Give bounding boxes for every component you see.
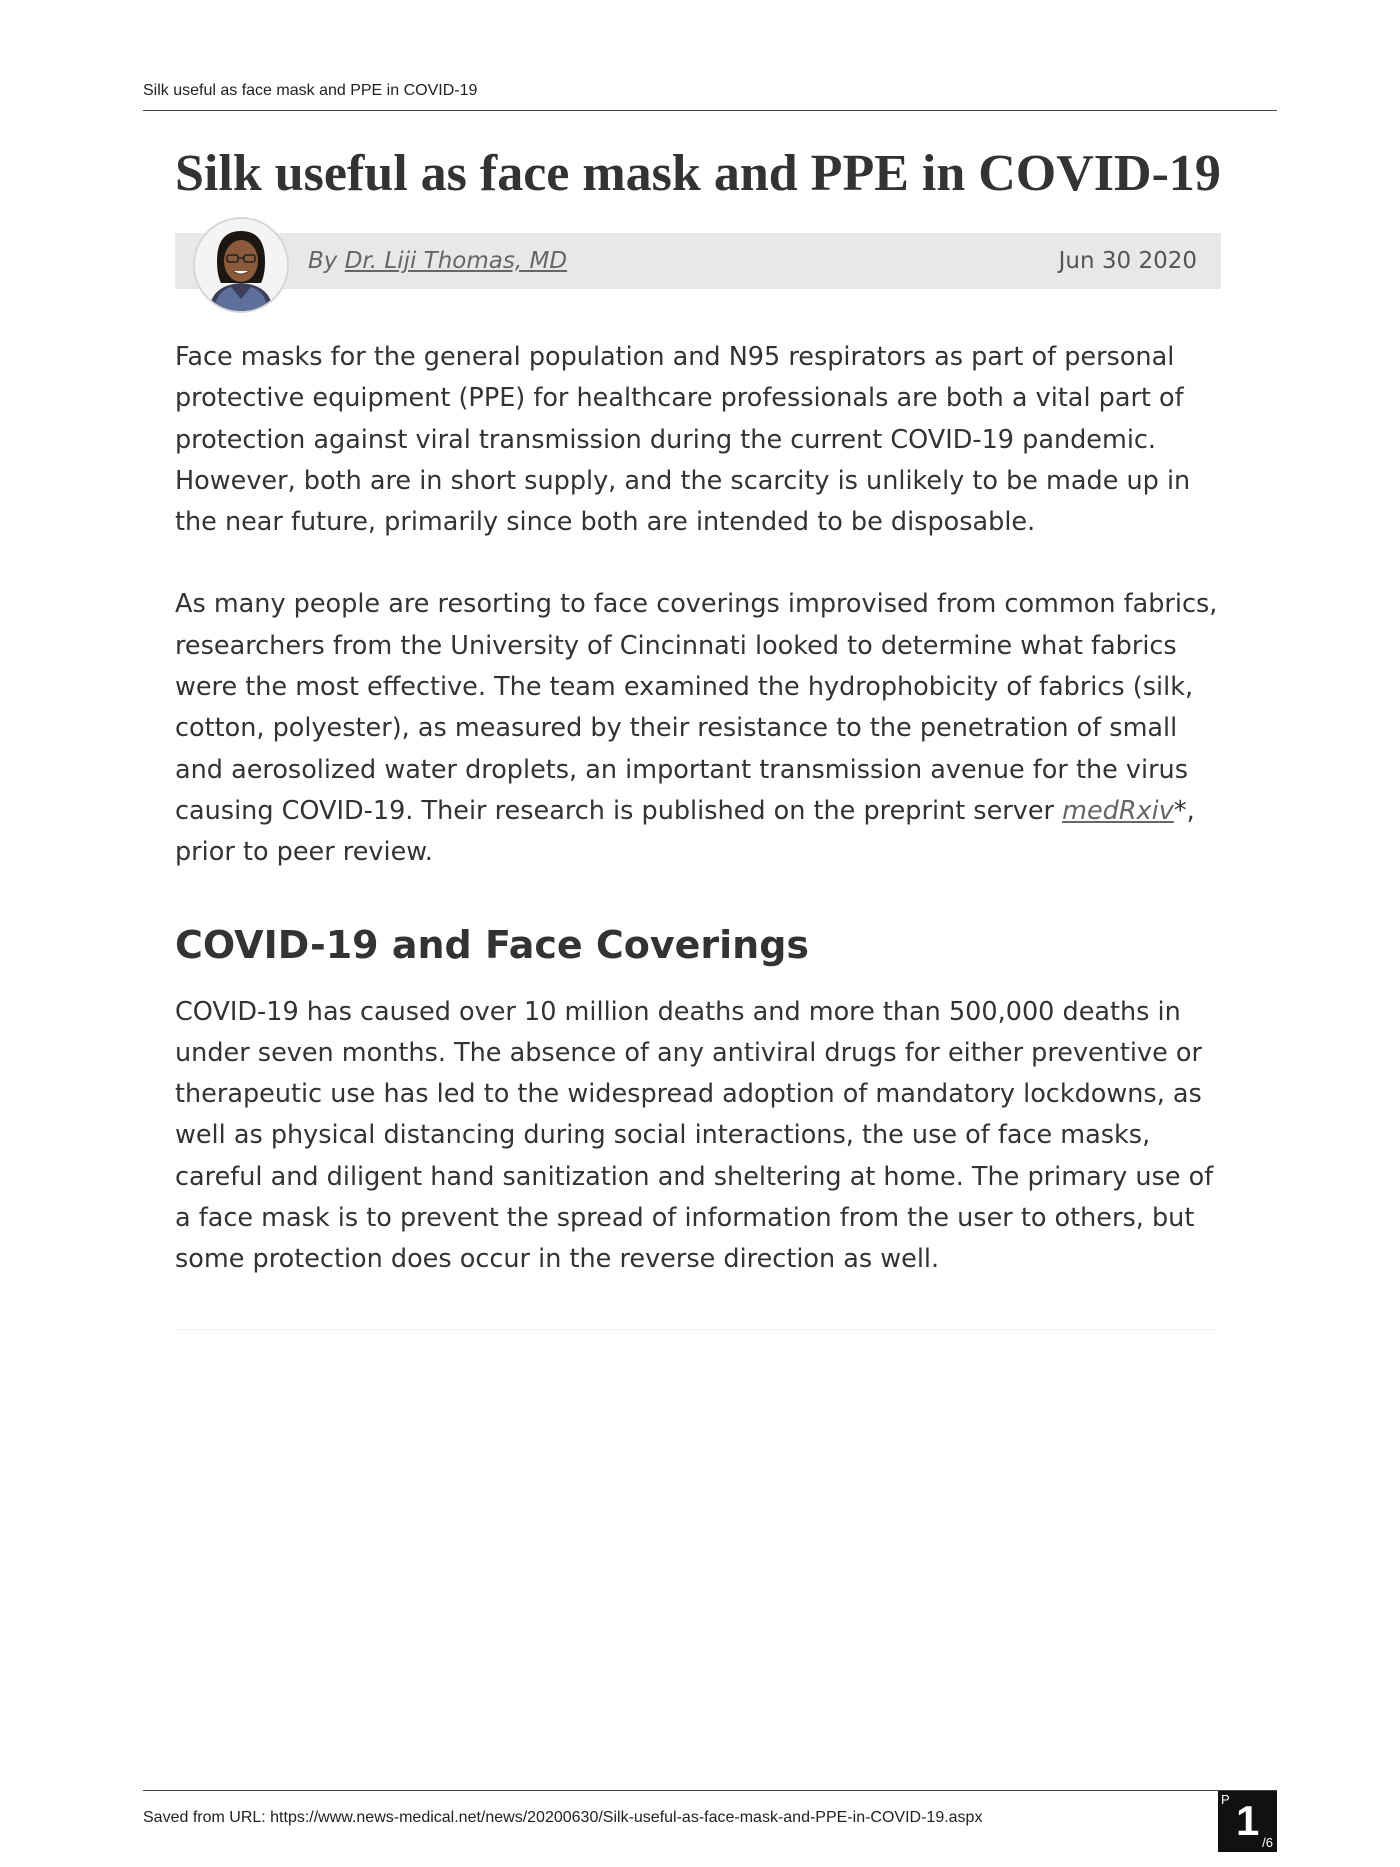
content-divider	[175, 1329, 1215, 1330]
byline	[308, 248, 567, 274]
article-title: Silk useful as face mask and PPE in COVID-19	[175, 145, 1221, 202]
paragraph-2-end: *, prior to peer review.	[175, 795, 1195, 868]
byline-section	[175, 217, 1221, 317]
publish-date: Jun 30 2020	[1058, 248, 1197, 274]
byline-prefix: By	[308, 248, 338, 274]
author-photo-icon	[195, 219, 287, 311]
footer	[143, 1790, 1277, 1850]
saved-from-url: Saved from URL: https://www.news-medical.net/news/20200630/Silk-useful-as-face-mask-and-PPE-in-COVID-19.aspx	[143, 1809, 983, 1826]
paragraph-3: COVID-19 has caused over 10 million deaths and more than 500,000 deaths in under seven months. The absence of any antiviral drugs for either preventive or therapeutic use has led to the widespread adoption of mandatory lockdowns, as well as physical distancing during social interactions, the use of face masks, careful and diligent hand sanitization and sheltering at home. The primary use of a face mask is to prevent the spread of information from the user to others, but some protection does occur in the reverse direction as well.	[175, 996, 1214, 1275]
paragraph-2-text: As many people are resorting to face coverings improvised from common fabrics, researchers from the University of Cincinnati looked to determine what fabrics were the most effective. The team examined the hydrophobicity of fabrics (silk, cotton, polyester), as measured by their resistance to the penetration of small and aerosolized water droplets, an important transmission avenue for the virus causing COVID-19. Their research is published on the preprint server	[175, 589, 1218, 826]
medrxiv-link[interactable]: medRxiv	[1062, 795, 1174, 826]
page-total: /6	[1262, 1835, 1273, 1850]
author-avatar[interactable]	[193, 217, 289, 313]
paragraph-1: Face masks for the general population and N95 respirators as part of personal protective equipment (PPE) for healthcare professionals are both a vital part of protection against viral transmission during the current COVID-19 pandemic. However, both are in short supply, and the scarcity is unlikely to be made up in the near future, primarily since both are intended to be disposable.	[175, 342, 1191, 538]
section-heading: COVID-19 and Face Coverings	[175, 922, 810, 967]
page-prefix: P	[1221, 1792, 1230, 1807]
author-link[interactable]: Dr. Liji Thomas, MD	[344, 248, 568, 274]
page-indicator	[1218, 1791, 1277, 1852]
running-header: Silk useful as face mask and PPE in COVID-19	[143, 82, 1277, 111]
article	[175, 145, 1221, 1330]
paragraph-2	[175, 584, 1221, 873]
page-number: 1	[1236, 1797, 1260, 1844]
